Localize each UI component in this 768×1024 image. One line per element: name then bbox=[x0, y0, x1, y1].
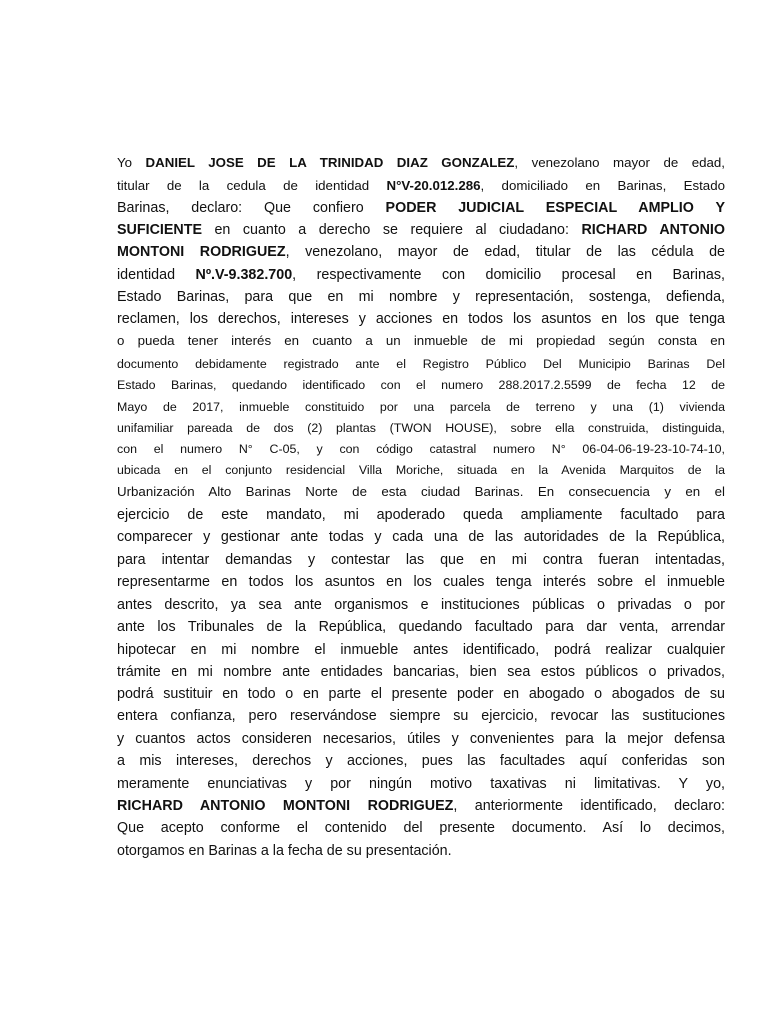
text-run: Estado Barinas, quedando identificado con el numero 288.2017.2.5599 de fecha 12 de bbox=[117, 378, 725, 392]
bold-run: RICHARD ANTONIO bbox=[581, 222, 725, 238]
text-line bbox=[117, 176, 725, 196]
text-line bbox=[117, 706, 725, 726]
text-run: o pueda tener interés en cuanto a un inmueble de mi propiedad según consta en bbox=[117, 333, 725, 348]
text-line bbox=[117, 796, 725, 816]
bold-run: RICHARD ANTONIO MONTONI RODRIGUEZ bbox=[117, 798, 454, 814]
text-line bbox=[117, 354, 725, 374]
bold-run: N°V-20.012.286 bbox=[386, 178, 481, 193]
text-run: y cuantos actos consideren necesarios, útiles y convenientes para la mejor defensa bbox=[117, 731, 725, 747]
text-line bbox=[117, 439, 725, 459]
text-run: Barinas, declaro: Que confiero bbox=[117, 200, 386, 216]
text-run: en cuanto a derecho se requiere al ciudadano: bbox=[202, 222, 582, 238]
text-run: otorgamos en Barinas a la fecha de su presentación. bbox=[117, 843, 452, 859]
text-run: ejercicio de este mandato, mi apoderado queda ampliamente facultado para bbox=[117, 507, 725, 523]
text-run: hipotecar en mi nombre el inmueble antes identificado, podrá realizar cualquier bbox=[117, 642, 725, 658]
text-line bbox=[117, 331, 725, 351]
bold-run: Nº.V-9.382.700 bbox=[195, 267, 293, 283]
text-run: Mayo de 2017, inmueble constituido por una parcela de terreno y una (1) vivienda bbox=[117, 400, 725, 414]
text-line bbox=[117, 617, 725, 637]
text-run: ante los Tribunales de la República, quedando facultado para dar venta, arrendar bbox=[117, 619, 725, 635]
bold-run: SUFICIENTE bbox=[117, 222, 202, 238]
bold-run: MONTONI RODRIGUEZ bbox=[117, 244, 286, 260]
text-line bbox=[117, 505, 725, 525]
text-line bbox=[117, 774, 725, 794]
text-run: podrá sustituir en todo o en parte el presente poder en abogado o abogados de su bbox=[117, 686, 725, 702]
text-run: comparecer y gestionar ante todas y cada una de las autoridades de la República, bbox=[117, 529, 725, 545]
text-run: , anteriormente identificado, declaro: bbox=[453, 798, 726, 814]
text-line bbox=[117, 841, 725, 861]
text-run: con el numero N° C-05, y con código catastral numero N° 06-04-06-19-23-10-74-10, bbox=[117, 442, 725, 456]
text-line bbox=[117, 418, 725, 438]
text-run: entera confianza, pero reservándose siempre su ejercicio, revocar las sustituciones bbox=[117, 708, 725, 724]
text-line bbox=[117, 220, 725, 240]
text-line bbox=[117, 729, 725, 749]
text-line bbox=[117, 397, 725, 417]
text-run: , venezolano mayor de edad, bbox=[514, 155, 725, 170]
text-line bbox=[117, 460, 725, 480]
text-line bbox=[117, 684, 725, 704]
text-run: Estado Barinas, para que en mi nombre y representación, sostenga, defienda, bbox=[117, 289, 725, 305]
text-line bbox=[117, 818, 725, 838]
text-line bbox=[117, 375, 725, 395]
text-run: titular de la cedula de identidad bbox=[117, 178, 387, 193]
text-run: , respectivamente con domicilio procesal en Barinas, bbox=[292, 267, 725, 283]
text-line bbox=[117, 662, 725, 682]
text-run: para intentar demandas y contestar las que en mi contra fueran intentadas, bbox=[117, 552, 725, 568]
text-line bbox=[117, 242, 725, 262]
text-run: Yo bbox=[117, 155, 146, 170]
text-run: , domiciliado en Barinas, Estado bbox=[480, 178, 725, 193]
text-line bbox=[117, 572, 725, 592]
text-line bbox=[117, 595, 725, 615]
text-line bbox=[117, 309, 725, 329]
text-line bbox=[117, 265, 725, 285]
text-run: representarme en todos los asuntos en los cuales tenga interés sobre el inmueble bbox=[117, 574, 725, 590]
text-run: documento debidamente registrado ante el Registro Público Del Municipio Barinas Del bbox=[117, 357, 725, 371]
text-line bbox=[117, 482, 725, 502]
text-run: trámite en mi nombre ante entidades bancarias, bien sea estos públicos o privados, bbox=[117, 664, 725, 680]
text-line bbox=[117, 527, 725, 547]
text-run: identidad bbox=[117, 267, 196, 283]
text-run: antes descrito, ya sea ante organismos e instituciones públicas o privadas o por bbox=[117, 597, 725, 613]
text-line bbox=[117, 287, 725, 307]
text-run: a mis intereses, derechos y acciones, pues las facultades aquí conferidas son bbox=[117, 753, 725, 769]
text-run: unifamiliar pareada de dos (2) plantas (TWON HOUSE), sobre ella construida, distinguida, bbox=[117, 421, 725, 435]
text-run: reclamen, los derechos, intereses y acciones en todos los asuntos en los que tenga bbox=[117, 311, 725, 327]
text-line bbox=[117, 550, 725, 570]
text-line bbox=[117, 640, 725, 660]
text-line bbox=[117, 153, 725, 173]
text-line bbox=[117, 198, 725, 218]
text-line bbox=[117, 751, 725, 771]
bold-run: DANIEL JOSE DE LA TRINIDAD DIAZ GONZALEZ bbox=[145, 155, 515, 170]
bold-run: PODER JUDICIAL ESPECIAL AMPLIO Y bbox=[385, 200, 725, 216]
text-run: Que acepto conforme el contenido del presente documento. Así lo decimos, bbox=[117, 820, 725, 836]
text-run: meramente enunciativas y por ningún motivo taxativas ni limitativas. Y yo, bbox=[117, 776, 725, 792]
text-run: Urbanización Alto Barinas Norte de esta ciudad Barinas. En consecuencia y en el bbox=[117, 484, 725, 499]
text-run: , venezolano, mayor de edad, titular de las cédula de bbox=[285, 244, 725, 260]
text-run: ubicada en el conjunto residencial Villa Moriche, situada en la Avenida Marquitos de la bbox=[117, 463, 725, 477]
